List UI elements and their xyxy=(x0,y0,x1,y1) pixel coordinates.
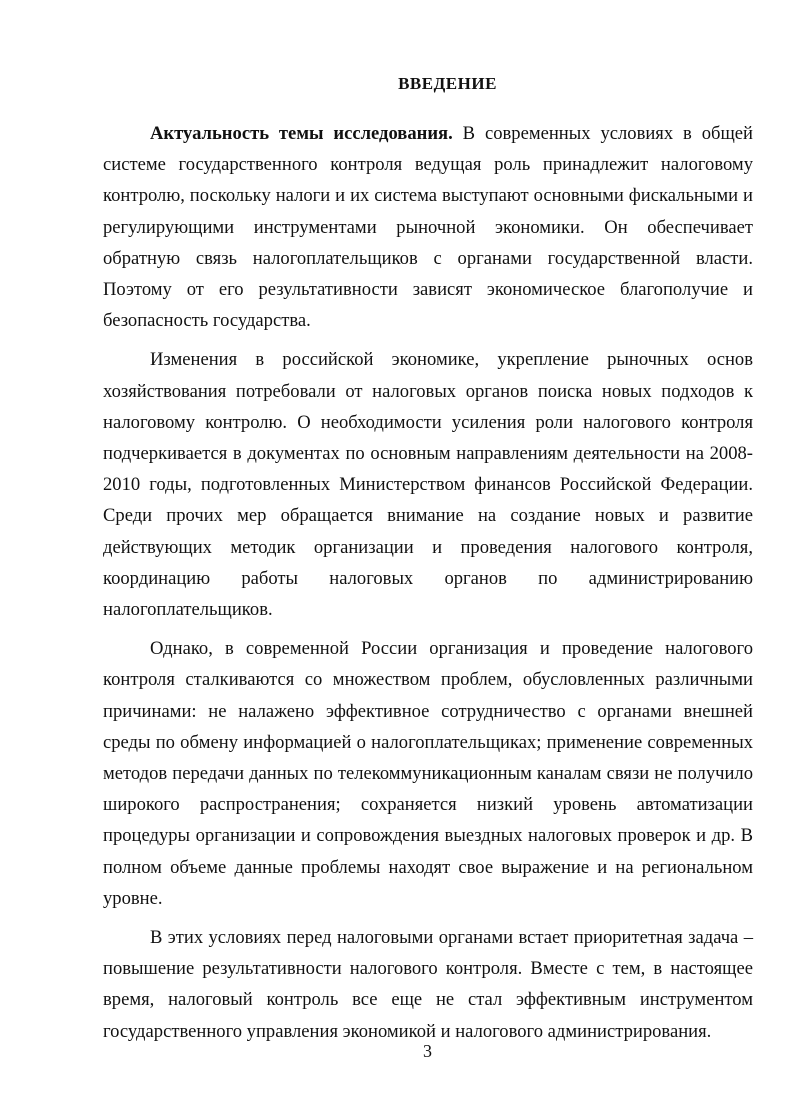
paragraph-conditions: В этих условиях перед налоговыми органами встает приоритетная задача – повышение результативности налогового контроля. Вместе с тем, в настоящее время, налоговый контроль все еще не стал эффективным инструментом государственного управления экономикой и налогового администрирования. xyxy=(103,927,753,1042)
page-number: 3 xyxy=(423,1041,432,1061)
paragraph-relevance xyxy=(103,118,753,336)
paragraph-lead: Актуальность темы исследования. xyxy=(150,123,453,144)
document-body xyxy=(103,118,753,1055)
paragraph-problems: Однако, в современной России организация и проведение налогового контроля сталкиваются со множеством проблем, обусловленных различными причинами: не налажено эффективное сотрудничество с органами внешней среды по обмену информацией о налогоплательщиках; применение современных методов передачи данных по телекоммуникационным каналам связи не получило широкого распространения; сохраняется низкий уровень автоматизации процедуры организации и сопровождения выездных налоговых проверок и др. В полном объеме данные проблемы находят свое выражение и на региональном уровне. xyxy=(103,638,753,909)
paragraph-changes: Изменения в российской экономике, укрепление рыночных основ хозяйствования потребовали от налоговых органов поиска новых подходов к налоговому контролю. О необходимости усиления роли налогового контроля подчеркивается в документах по основным направлениям деятельности на 2008-2010 годы, подготовленных Министерством финансов Российской Федерации. Среди прочих мер обращается внимание на создание новых и развитие действующих методик организации и проведения налогового контроля, координацию работы налоговых органов по администрированию налогоплательщиков. xyxy=(103,349,753,621)
paragraph-text: В современных условиях в общей системе государственного контроля ведущая роль принадлежит налоговому контролю, поскольку налоги и их система выступают основными фискальными и регулирующими инструментами рыночной экономики. Он обеспечивает обратную связь налогоплательщиков с органами государственной власти. Поэтому от его результативности зависят экономическое благополучие и безопасность государства. xyxy=(103,123,753,332)
page-title: ВВЕДЕНИЕ xyxy=(398,74,497,93)
